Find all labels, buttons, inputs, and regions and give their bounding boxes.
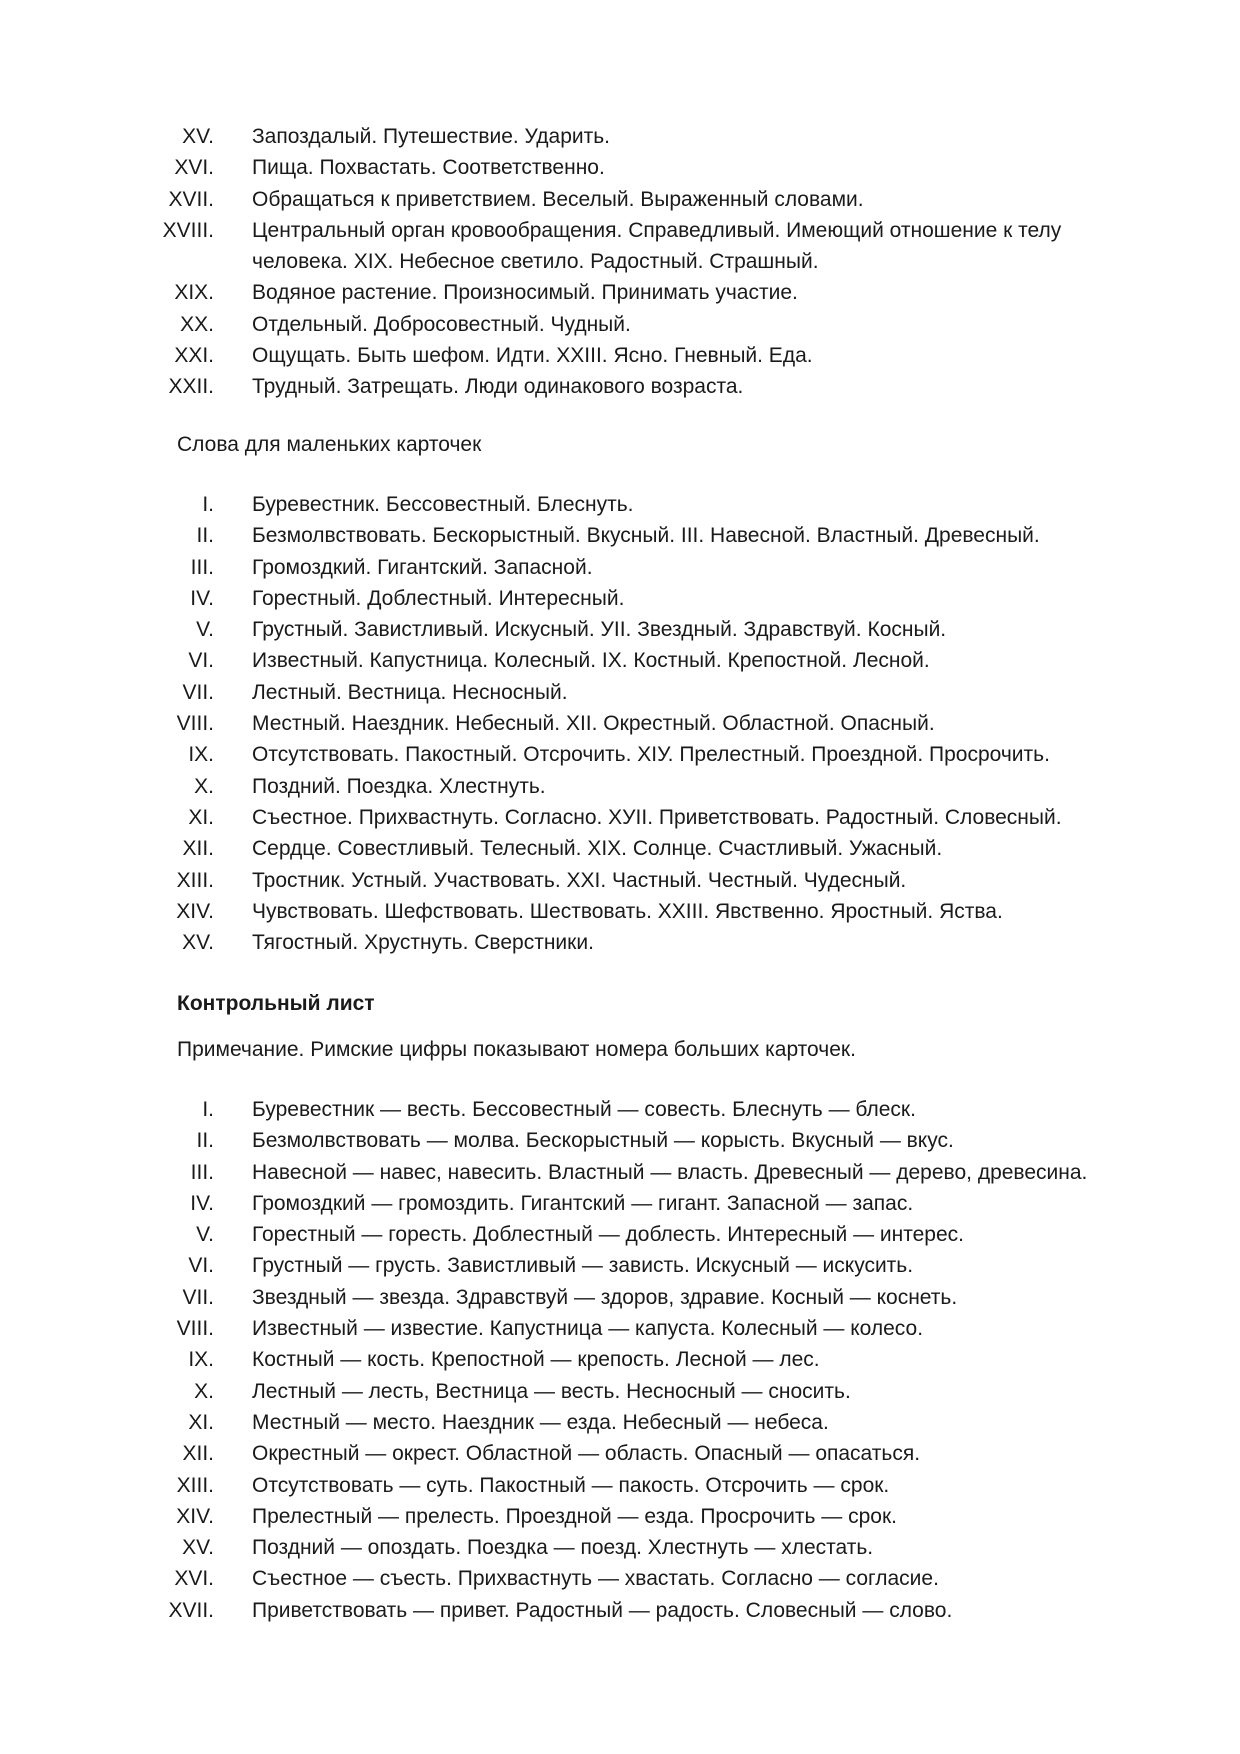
item-text: Окрестный — окрест. Областной — область. Опасный — опасаться.: [252, 1442, 921, 1466]
list-item: [0, 896, 1240, 927]
roman-numeral: V.: [196, 1223, 214, 1247]
item-text: Приветствовать — привет. Радостный — радость. Словесный — слово.: [252, 1598, 953, 1622]
roman-numeral: XVI.: [174, 156, 214, 180]
item-text: Грустный — грусть. Завистливый — зависть. Искусный — искусить.: [252, 1254, 914, 1278]
list-item: [0, 215, 1240, 278]
item-text: Центральный орган кровообращения. Справедливый. Имеющий отношение к телу человека. XIX. Небесное светило. Радостный. Страшный.: [252, 218, 1062, 274]
list-item: [0, 865, 1240, 896]
item-text: Трудный. Затрещать. Люди одинакового возраста.: [252, 375, 744, 399]
item-text: Съестное — съесть. Прихвастнуть — хвастать. Согласно — согласие.: [252, 1567, 939, 1591]
roman-numeral: IV.: [190, 586, 214, 610]
roman-numeral: V.: [196, 618, 214, 642]
list-item: [0, 771, 1240, 802]
item-text: Обращаться к приветствием. Веселый. Выраженный словами.: [252, 187, 864, 211]
list-item: [0, 1219, 1240, 1250]
list-item: [0, 309, 1240, 340]
list-item: [0, 1563, 1240, 1594]
list-item: [0, 371, 1240, 402]
list-item: [0, 340, 1240, 371]
list-item: [0, 1282, 1240, 1313]
roman-numeral: XVII.: [168, 1598, 214, 1622]
list-item: [0, 184, 1240, 215]
list-item: [0, 802, 1240, 833]
roman-numeral: XVII.: [168, 187, 214, 211]
roman-numeral: II.: [196, 524, 214, 548]
note-text: Примечание. Римские цифры показывают номера больших карточек.: [177, 1038, 856, 1061]
item-text: Водяное растение. Произносимый. Принимать участие.: [252, 281, 798, 305]
item-text: Тростник. Устный. Участвовать. XXI. Частный. Честный. Чудесный.: [252, 868, 907, 892]
item-text: Тягостный. Хрустнуть. Сверстники.: [252, 931, 594, 955]
control-sheet-heading: Контрольный лист: [177, 992, 375, 1015]
item-text: Отсутствовать — суть. Пакостный — пакость. Отсрочить — срок.: [252, 1473, 890, 1497]
roman-numeral: XIV.: [176, 899, 214, 923]
item-text: Запоздалый. Путешествие. Ударить.: [252, 125, 610, 148]
item-text: Безмолвствовать. Бескорыстный. Вкусный. III. Навесной. Властный. Древесный.: [252, 524, 1040, 548]
list-item: [0, 1407, 1240, 1438]
roman-numeral: XIX.: [174, 281, 214, 305]
roman-numeral: XXI.: [174, 344, 214, 368]
item-text: Известный. Капустница. Колесный. IX. Костный. Крепостной. Лесной.: [252, 649, 930, 673]
list-small-cards: [0, 489, 1240, 958]
roman-numeral: XV.: [182, 931, 214, 955]
item-text: Безмолвствовать — молва. Бескорыстный — корысть. Вкусный — вкус.: [252, 1129, 954, 1153]
roman-numeral: XIII.: [176, 1473, 214, 1497]
roman-numeral: VII.: [182, 680, 214, 704]
roman-numeral: III.: [190, 555, 214, 579]
item-text: Лестный. Вестница. Несносный.: [252, 680, 568, 704]
list-item: [0, 121, 1240, 152]
item-text: Пища. Похвастать. Соответственно.: [252, 156, 605, 180]
item-text: Поздний. Поездка. Хлестнуть.: [252, 774, 546, 798]
list-item: [0, 552, 1240, 583]
list-control-sheet: [0, 1094, 1240, 1626]
list-item: [0, 1470, 1240, 1501]
item-text: Отсутствовать. Пакостный. Отсрочить. XIУ. Прелестный. Проездной. Просрочить.: [252, 743, 1050, 767]
roman-numeral: XV.: [182, 125, 214, 148]
roman-numeral: XIV.: [176, 1504, 214, 1528]
roman-numeral: XVI.: [174, 1567, 214, 1591]
roman-numeral: XII.: [182, 837, 214, 861]
roman-numeral: VIII.: [176, 712, 214, 736]
list-item: [0, 583, 1240, 614]
item-text: Съестное. Прихвастнуть. Согласно. ХУII. Приветствовать. Радостный. Словесный.: [252, 805, 1062, 829]
small-cards-heading: Слова для маленьких карточек: [177, 433, 482, 456]
item-text: Грустный. Завистливый. Искусный. УII. Звездный. Здравствуй. Косный.: [252, 618, 947, 642]
item-text: Прелестный — прелесть. Проездной — езда. Просрочить — срок.: [252, 1504, 897, 1528]
item-text: Горестный — горесть. Доблестный — доблесть. Интересный — интерес.: [252, 1223, 965, 1247]
roman-numeral: VI.: [188, 1254, 214, 1278]
list-item: [0, 520, 1240, 551]
roman-numeral: IX.: [188, 743, 214, 767]
list-item: [0, 927, 1240, 958]
list-item: [0, 833, 1240, 864]
roman-numeral: I.: [202, 493, 214, 516]
list-item: [0, 1532, 1240, 1563]
list-item: [0, 1125, 1240, 1156]
roman-numeral: VI.: [188, 649, 214, 673]
list-item: [0, 1438, 1240, 1469]
list-item: [0, 1344, 1240, 1375]
roman-numeral: XX.: [180, 312, 214, 336]
list-item: [0, 1094, 1240, 1125]
list-item: [0, 708, 1240, 739]
item-text: Горестный. Доблестный. Интересный.: [252, 586, 625, 610]
item-text: Буревестник. Бессовестный. Блеснуть.: [252, 493, 634, 516]
item-text: Отдельный. Добросовестный. Чудный.: [252, 312, 631, 336]
item-text: Костный — кость. Крепостной — крепость. Лесной — лес.: [252, 1348, 820, 1372]
roman-numeral: IV.: [190, 1191, 214, 1215]
item-text: Лестный — лесть, Вестница — весть. Несносный — сносить.: [252, 1379, 851, 1403]
roman-numeral: IX.: [188, 1348, 214, 1372]
item-text: Звездный — звезда. Здравствуй — здоров, здравие. Косный — коснеть.: [252, 1285, 958, 1309]
list-item: [0, 614, 1240, 645]
roman-numeral: X.: [194, 1379, 214, 1403]
roman-numeral: II.: [196, 1129, 214, 1153]
item-text: Поздний — опоздать. Поездка — поезд. Хлестнуть — хлестать.: [252, 1536, 874, 1560]
roman-numeral: XI.: [188, 1410, 214, 1434]
item-text: Местный. Наездник. Небесный. XII. Окрестный. Областной. Опасный.: [252, 712, 935, 736]
list-item: [0, 1595, 1240, 1626]
list-top: [0, 121, 1240, 403]
item-text: Чувствовать. Шефствовать. Шествовать. XXIII. Явственно. Яростный. Яства.: [252, 899, 1003, 923]
item-text: Известный — известие. Капустница — капуста. Колесный — колесо.: [252, 1317, 924, 1341]
roman-numeral: VII.: [182, 1285, 214, 1309]
roman-numeral: XIII.: [176, 868, 214, 892]
list-item: [0, 1157, 1240, 1188]
list-item: [0, 1188, 1240, 1219]
item-text: Ощущать. Быть шефом. Идти. XXIII. Ясно. Гневный. Еда.: [252, 344, 813, 368]
roman-numeral: XII.: [182, 1442, 214, 1466]
item-text: Громоздкий — громоздить. Гигантский — гигант. Запасной — запас.: [252, 1191, 914, 1215]
roman-numeral: XV.: [182, 1536, 214, 1560]
roman-numeral: XVIII.: [162, 218, 214, 242]
list-item: [0, 739, 1240, 770]
list-item: [0, 645, 1240, 676]
item-text: Сердце. Совестливый. Телесный. XIX. Солнце. Счастливый. Ужасный.: [252, 837, 943, 861]
list-item: [0, 1501, 1240, 1532]
list-item: [0, 277, 1240, 308]
item-text: Громоздкий. Гигантский. Запасной.: [252, 555, 593, 579]
roman-numeral: III.: [190, 1160, 214, 1184]
item-text: Навесной — навес, навесить. Властный — власть. Древесный — дерево, древесина.: [252, 1160, 1088, 1184]
list-item: [0, 489, 1240, 520]
roman-numeral: VIII.: [176, 1317, 214, 1341]
list-item: [0, 152, 1240, 183]
list-item: [0, 1376, 1240, 1407]
item-text: Местный — место. Наездник — езда. Небесный — небеса.: [252, 1410, 829, 1434]
roman-numeral: XI.: [188, 805, 214, 829]
roman-numeral: I.: [202, 1098, 214, 1121]
roman-numeral: X.: [194, 774, 214, 798]
item-text: Буревестник — весть. Бессовестный — совесть. Блеснуть — блеск.: [252, 1098, 916, 1121]
list-item: [0, 677, 1240, 708]
list-item: [0, 1250, 1240, 1281]
list-item: [0, 1313, 1240, 1344]
roman-numeral: XXII.: [168, 375, 214, 399]
